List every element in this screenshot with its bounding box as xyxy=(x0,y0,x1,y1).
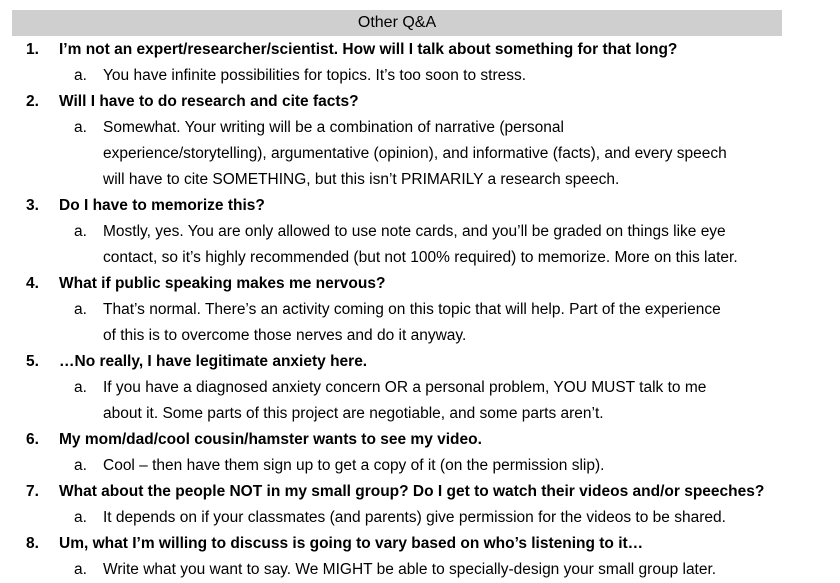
answer-text xyxy=(103,453,803,479)
answer-item xyxy=(0,63,840,89)
answer-letter: a. xyxy=(74,119,87,136)
question-number: 7. xyxy=(26,483,39,500)
question-text: Um, what I’m willing to discuss is going to vary based on who’s listening to it… xyxy=(59,535,644,552)
answer-line: contact, so it’s highly recommended (but not 100% required) to memorize. More on this later. xyxy=(103,249,738,266)
question-text: What if public speaking makes me nervous? xyxy=(59,275,386,292)
question-number: 6. xyxy=(26,431,39,448)
answer-item xyxy=(0,297,840,349)
question-item xyxy=(0,271,840,297)
question-number: 1. xyxy=(26,41,39,58)
question-number: 2. xyxy=(26,93,39,110)
question-text: Will I have to do research and cite facts? xyxy=(59,93,359,110)
section-header xyxy=(12,10,782,36)
answer-line: You have infinite possibilities for topics. It’s too soon to stress. xyxy=(103,67,527,84)
answer-letter: a. xyxy=(74,67,87,84)
question-text: I’m not an expert/researcher/scientist. How will I talk about something for that long? xyxy=(59,41,678,58)
answer-line: Mostly, yes. You are only allowed to use note cards, and you’ll be graded on things like eye xyxy=(103,223,726,240)
answer-letter: a. xyxy=(74,301,87,318)
question-number: 5. xyxy=(26,353,39,370)
section-title: Other Q&A xyxy=(357,14,437,31)
answer-letter: a. xyxy=(74,379,87,396)
question-text: …No really, I have legitimate anxiety here. xyxy=(59,353,368,370)
answer-item xyxy=(0,453,840,479)
answer-text xyxy=(103,219,803,271)
question-item xyxy=(0,349,840,375)
answer-letter: a. xyxy=(74,457,87,474)
answer-text xyxy=(103,297,803,349)
answer-text xyxy=(103,557,803,583)
question-item xyxy=(0,89,840,115)
answer-text xyxy=(103,505,803,531)
answer-letter: a. xyxy=(74,223,87,240)
question-text: My mom/dad/cool cousin/hamster wants to see my video. xyxy=(59,431,482,448)
answer-letter: a. xyxy=(74,509,87,526)
answer-item xyxy=(0,505,840,531)
answer-line: about it. Some parts of this project are negotiable, and some parts aren’t. xyxy=(103,405,604,422)
question-item xyxy=(0,479,840,505)
answer-line: of this is to overcome those nerves and do it anyway. xyxy=(103,327,467,344)
answer-item xyxy=(0,375,840,427)
answer-item xyxy=(0,557,840,583)
question-item xyxy=(0,193,840,219)
answer-item xyxy=(0,115,840,193)
answer-line: If you have a diagnosed anxiety concern OR a personal problem, YOU MUST talk to me xyxy=(103,379,707,396)
answer-line: Write what you want to say. We MIGHT be able to specially-design your small group later. xyxy=(103,561,717,578)
question-item xyxy=(0,37,840,63)
answer-line: That’s normal. There’s an activity coming on this topic that will help. Part of the experience xyxy=(103,301,721,318)
answer-line: experience/storytelling), argumentative (opinion), and informative (facts), and every speech xyxy=(103,145,727,162)
question-number: 4. xyxy=(26,275,39,292)
answer-line: Cool – then have them sign up to get a copy of it (on the permission slip). xyxy=(103,457,605,474)
question-item xyxy=(0,531,840,557)
question-text: What about the people NOT in my small group? Do I get to watch their videos and/or speeches? xyxy=(59,483,765,500)
answer-line: It depends on if your classmates (and parents) give permission for the videos to be shared. xyxy=(103,509,726,526)
answer-text xyxy=(103,115,803,193)
question-item xyxy=(0,427,840,453)
answer-item xyxy=(0,219,840,271)
answer-line: will have to cite SOMETHING, but this isn’t PRIMARILY a research speech. xyxy=(103,171,620,188)
question-number: 8. xyxy=(26,535,39,552)
answer-line: Somewhat. Your writing will be a combination of narrative (personal xyxy=(103,119,564,136)
question-number: 3. xyxy=(26,197,39,214)
qa-list xyxy=(0,37,840,583)
question-text: Do I have to memorize this? xyxy=(59,197,265,214)
answer-letter: a. xyxy=(74,561,87,578)
answer-text xyxy=(103,63,803,89)
answer-text xyxy=(103,375,803,427)
